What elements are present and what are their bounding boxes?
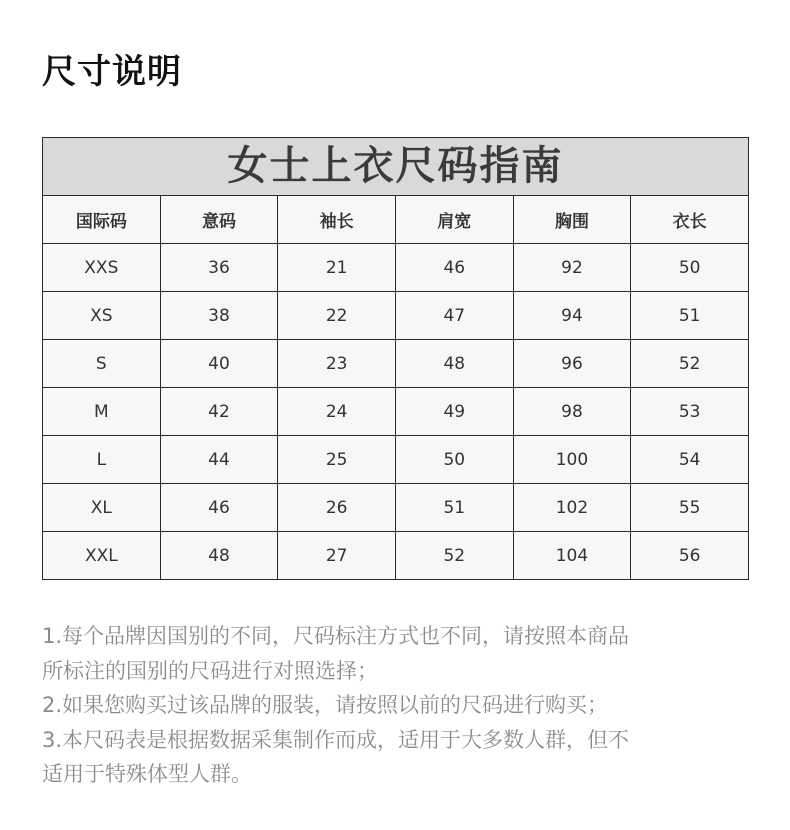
header-garment-length: 衣长 [631, 196, 749, 244]
table-cell: 96 [513, 340, 631, 388]
table-cell: 46 [395, 244, 513, 292]
table-cell: L [43, 436, 161, 484]
table-cell: M [43, 388, 161, 436]
table-cell: 42 [160, 388, 278, 436]
table-cell: 52 [631, 340, 749, 388]
table-cell: XXS [43, 244, 161, 292]
table-title: 女士上衣尺码指南 [43, 138, 749, 196]
table-row [43, 436, 749, 484]
table-cell: 94 [513, 292, 631, 340]
size-chart-table [42, 137, 749, 580]
header-sleeve-length: 袖长 [278, 196, 396, 244]
note-line: 1.每个品牌因国别的不同，尺码标注方式也不同，请按照本商品 [42, 624, 630, 648]
table-row [43, 532, 749, 580]
note-line: 3.本尺码表是根据数据采集制作而成，适用于大多数人群，但不 [42, 727, 630, 752]
table-cell: 48 [395, 340, 513, 388]
table-cell: 98 [513, 388, 631, 436]
table-cell: 27 [278, 532, 396, 580]
table-cell: 55 [631, 484, 749, 532]
size-notes [42, 619, 754, 792]
table-row [43, 388, 749, 436]
table-cell: 40 [160, 340, 278, 388]
table-cell: XXL [43, 532, 161, 580]
table-cell: 53 [631, 388, 749, 436]
table-cell: 50 [631, 244, 749, 292]
table-cell: 23 [278, 340, 396, 388]
table-cell: 52 [395, 532, 513, 580]
table-cell: 25 [278, 436, 396, 484]
table-cell: S [43, 340, 161, 388]
table-cell: 47 [395, 292, 513, 340]
table-cell: 24 [278, 388, 396, 436]
note-line: 所标注的国别的尺码进行对照选择； [42, 658, 378, 683]
note-line: 2.如果您购买过该品牌的服装，请按照以前的尺码进行购买； [42, 693, 609, 717]
table-cell: 92 [513, 244, 631, 292]
table-row [43, 484, 749, 532]
table-cell: 104 [513, 532, 631, 580]
table-title-row [43, 138, 749, 196]
table-cell: 48 [160, 532, 278, 580]
table-cell: 21 [278, 244, 396, 292]
header-chest: 胸围 [513, 196, 631, 244]
table-cell: 49 [395, 388, 513, 436]
table-cell: 102 [513, 484, 631, 532]
page-title: 尺寸说明 [42, 52, 182, 92]
table-row [43, 292, 749, 340]
table-cell: 26 [278, 484, 396, 532]
table-cell: 100 [513, 436, 631, 484]
table-cell: 36 [160, 244, 278, 292]
table-cell: 50 [395, 436, 513, 484]
table-row [43, 340, 749, 388]
header-international-size: 国际码 [43, 196, 161, 244]
table-cell: 22 [278, 292, 396, 340]
table-cell: 46 [160, 484, 278, 532]
table-cell: 51 [631, 292, 749, 340]
note-line: 适用于特殊体型人群。 [42, 762, 252, 786]
table-cell: 51 [395, 484, 513, 532]
table-row [43, 244, 749, 292]
table-cell: 38 [160, 292, 278, 340]
header-shoulder-width: 肩宽 [395, 196, 513, 244]
table-cell: XL [43, 484, 161, 532]
table-cell: 56 [631, 532, 749, 580]
header-italian-size: 意码 [160, 196, 278, 244]
table-header-row [43, 196, 749, 244]
table-cell: XS [43, 292, 161, 340]
table-cell: 44 [160, 436, 278, 484]
table-cell: 54 [631, 436, 749, 484]
